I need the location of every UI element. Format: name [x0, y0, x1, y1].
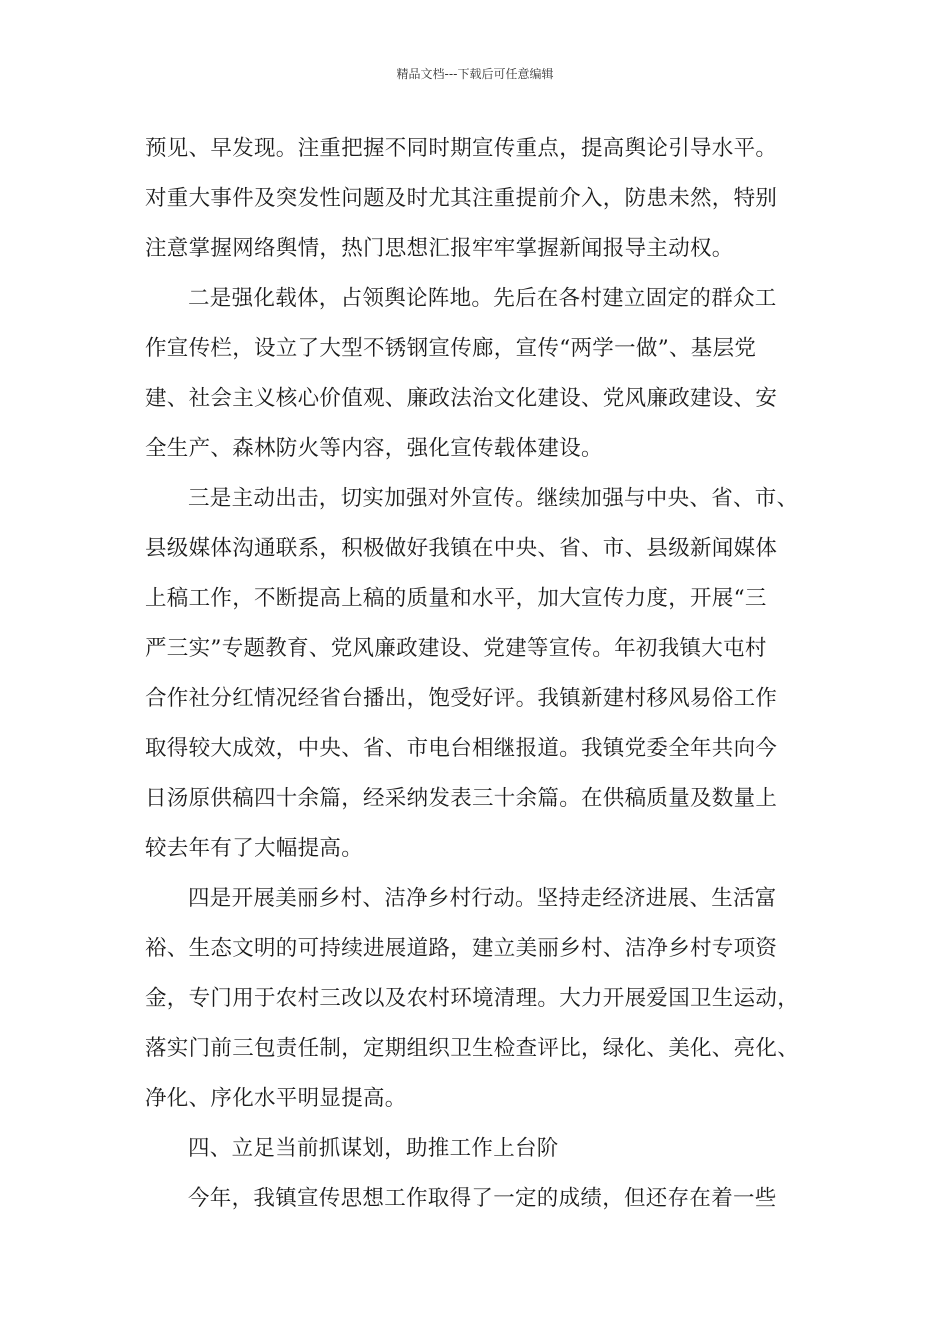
- text-line: 对重大事件及突发性问题及时尤其注重提前介入，防患未然，特别: [145, 186, 778, 211]
- page-header: 精品文档---下载后可任意编辑: [396, 67, 554, 81]
- text-line: 全生产、森林防火等内容，强化宣传载体建设。: [145, 436, 603, 461]
- paragraph-start-line: 三是主动出击，切实加强对外宣传。继续加强与中央、省、市、: [188, 486, 799, 511]
- text-line: 落实门前三包责任制，定期组织卫生检查评比，绿化、美化、亮化、: [145, 1036, 800, 1061]
- text-line: 建、社会主义核心价值观、廉政法治文化建设、党风廉政建设、安: [145, 386, 778, 411]
- text-line: 较去年有了大幅提高。: [145, 836, 364, 861]
- text-line: 日汤原供稿四十余篇，经采纳发表三十余篇。在供稿质量及数量上: [145, 786, 778, 811]
- text-line: 净化、序化水平明显提高。: [145, 1086, 407, 1111]
- text-line: 上稿工作，不断提高上稿的质量和水平，加大宣传力度，开展“三: [145, 586, 767, 611]
- text-line: 严三实”专题教育、党风廉政建设、党建等宣传。年初我镇大屯村: [145, 636, 767, 661]
- section-heading: 四、立足当前抓谋划，助推工作上台阶: [188, 1136, 559, 1161]
- paragraph-start-line: 二是强化载体，占领舆论阵地。先后在各村建立固定的群众工: [188, 286, 777, 311]
- paragraph-start-line: 四是开展美丽乡村、洁净乡村行动。坚持走经济进展、生活富: [188, 886, 777, 911]
- text-line: 作宣传栏，设立了大型不锈钢宣传廊，宣传“两学一做”、基层党: [145, 336, 757, 361]
- paragraph-start-line: 今年，我镇宣传思想工作取得了一定的成绩，但还存在着一些: [188, 1186, 777, 1211]
- text-line: 金，专门用于农村三改以及农村环境清理。大力开展爱国卫生运动，: [145, 986, 800, 1011]
- document-body: [145, 124, 825, 1224]
- text-line: 县级媒体沟通联系，积极做好我镇在中央、省、市、县级新闻媒体: [145, 536, 778, 561]
- text-line: 注意掌握网络舆情，热门思想汇报牢牢掌握新闻报导主动权。: [145, 236, 734, 261]
- text-line: 裕、生态文明的可持续进展道路，建立美丽乡村、洁净乡村专项资: [145, 936, 778, 961]
- text-line: 取得较大成效，中央、省、市电台相继报道。我镇党委全年共向今: [145, 736, 778, 761]
- text-line: 合作社分红情况经省台播出，饱受好评。我镇新建村移风易俗工作: [145, 686, 778, 711]
- text-line: 预见、早发现。注重把握不同时期宣传重点，提高舆论引导水平。: [145, 136, 778, 161]
